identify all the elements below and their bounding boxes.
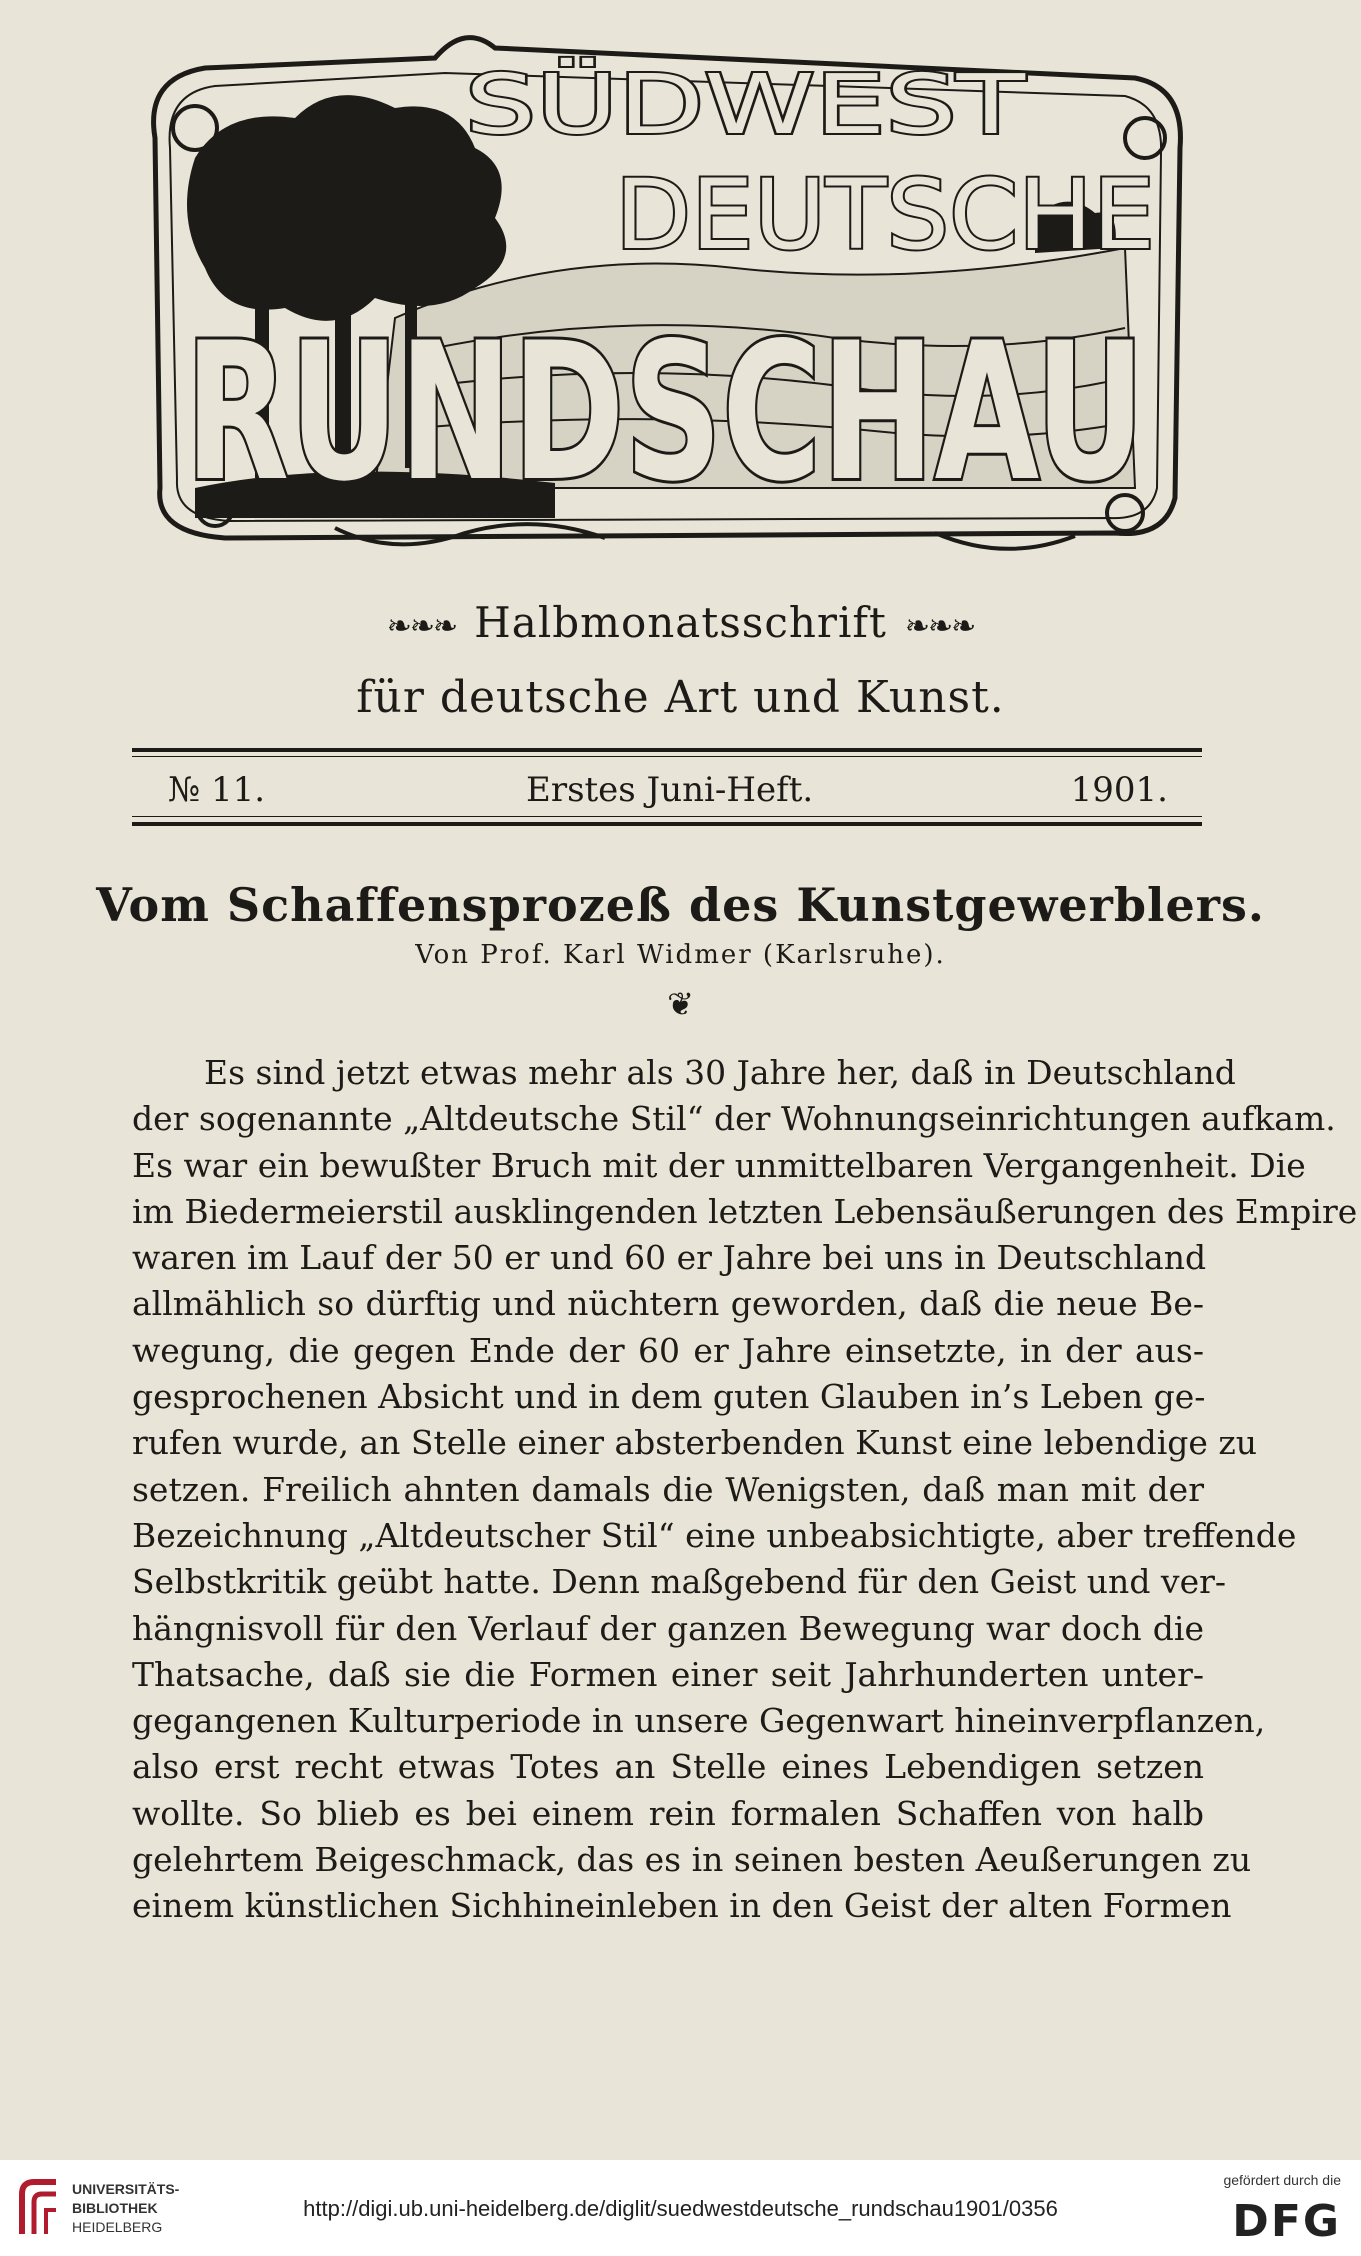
- body-line: im Biedermeierstil ausklingenden letzten Lebensäußerungen des Empire: [132, 1191, 1358, 1231]
- body-line: gegangenen Kulturperiode in unsere Gegenwart hineinverpflanzen,: [132, 1701, 1266, 1741]
- ornament-right-icon: ❧❧❧: [904, 608, 975, 644]
- body-line: gelehrtem Beigeschmack, das es in seinen besten Aeußerungen zu: [132, 1840, 1252, 1880]
- funding-note: gefördert durch die: [1223, 2172, 1341, 2188]
- subtitle-line1: [0, 598, 1361, 647]
- library-line2: BIBLIOTHEK: [72, 2200, 158, 2216]
- body-line: wegung, die gegen Ende der 60 er Jahre einsetzte, in der aus-: [132, 1330, 1204, 1370]
- body-line: Selbstkritik geübt hatte. Denn maßgebend für den Geist und ver-: [132, 1562, 1227, 1602]
- issue-title: Erstes Juni-Heft.: [526, 770, 814, 810]
- body-line: hängnisvoll für den Verlauf der ganzen Bewegung war doch die: [132, 1608, 1204, 1648]
- library-line1: UNIVERSITÄTS-: [72, 2181, 180, 2197]
- rule-top-thin: [132, 756, 1202, 757]
- masthead-line3: RUNDSCHAU: [185, 302, 1145, 523]
- article-body: [132, 1050, 1358, 1930]
- body-line: also erst recht etwas Totes an Stelle eines Lebendigen setzen: [132, 1747, 1204, 1787]
- issue-number: № 11.: [168, 770, 266, 810]
- article-author: Von Prof. Karl Widmer (Karlsruhe).: [415, 940, 946, 970]
- body-line: waren im Lauf der 50 er und 60 er Jahre bei uns in Deutschland: [132, 1238, 1207, 1278]
- fleuron-icon: ❦: [667, 985, 694, 1023]
- masthead-line1: SÜDWEST: [465, 58, 876, 153]
- body-line: Thatsache, daß sie die Formen einer seit Jahrhunderten unter-: [132, 1654, 1204, 1694]
- body-line: gesprochenen Absicht und in dem guten Glauben in’s Leben ge-: [132, 1377, 1206, 1417]
- body-line: Es sind jetzt etwas mehr als 30 Jahre her, daß in Deutschland: [204, 1053, 1236, 1092]
- body-line: Es war ein bewußter Bruch mit der unmittelbaren Vergangenheit. Die: [132, 1145, 1306, 1185]
- dfg-logo: DFG: [1232, 2196, 1341, 2247]
- rule-top: [132, 748, 1202, 752]
- body-line: setzen. Freilich ahnten damals die Wenigsten, daß man mit der: [132, 1469, 1204, 1509]
- permalink-url[interactable]: http://digi.ub.uni-heidelberg.de/diglit/suedwestdeutsche_rundschau1901/0356: [303, 2196, 1058, 2221]
- ornament-left-icon: ❧❧❧: [386, 608, 457, 644]
- body-line: rufen wurde, an Stelle einer absterbenden Kunst eine lebendige zu: [132, 1423, 1258, 1463]
- masthead-line2: DEUTSCHE: [615, 159, 1155, 271]
- body-line: der sogenannte „Altdeutsche Stil“ der Wohnungseinrichtungen aufkam.: [132, 1099, 1336, 1139]
- issue-row: [168, 770, 1168, 814]
- issue-year: 1901.: [1070, 770, 1168, 810]
- body-line: Bezeichnung „Altdeutscher Stil“ eine unbeabsichtigte, aber treffende: [132, 1515, 1297, 1555]
- subtitle-text: Halbmonatsschrift: [474, 598, 887, 647]
- article-title: Vom Schaffensprozeß des Kunstgewerblers.: [96, 878, 1265, 932]
- subtitle-line2: für deutsche Art und Kunst.: [356, 672, 1005, 723]
- rule-bottom-thin: [132, 816, 1202, 817]
- body-line: einem künstlichen Sichhineinleben in den Geist der alten Formen: [132, 1886, 1232, 1926]
- library-line3: HEIDELBERG: [72, 2219, 163, 2235]
- viewer-footer: [0, 2160, 1361, 2256]
- rule-bottom: [132, 822, 1202, 826]
- body-line: allmählich so dürftig und nüchtern geworden, daß die neue Be-: [132, 1284, 1204, 1324]
- body-line: wollte. So blieb es bei einem rein formalen Schaffen von halb: [132, 1793, 1204, 1833]
- masthead-illustration: [135, 18, 1195, 558]
